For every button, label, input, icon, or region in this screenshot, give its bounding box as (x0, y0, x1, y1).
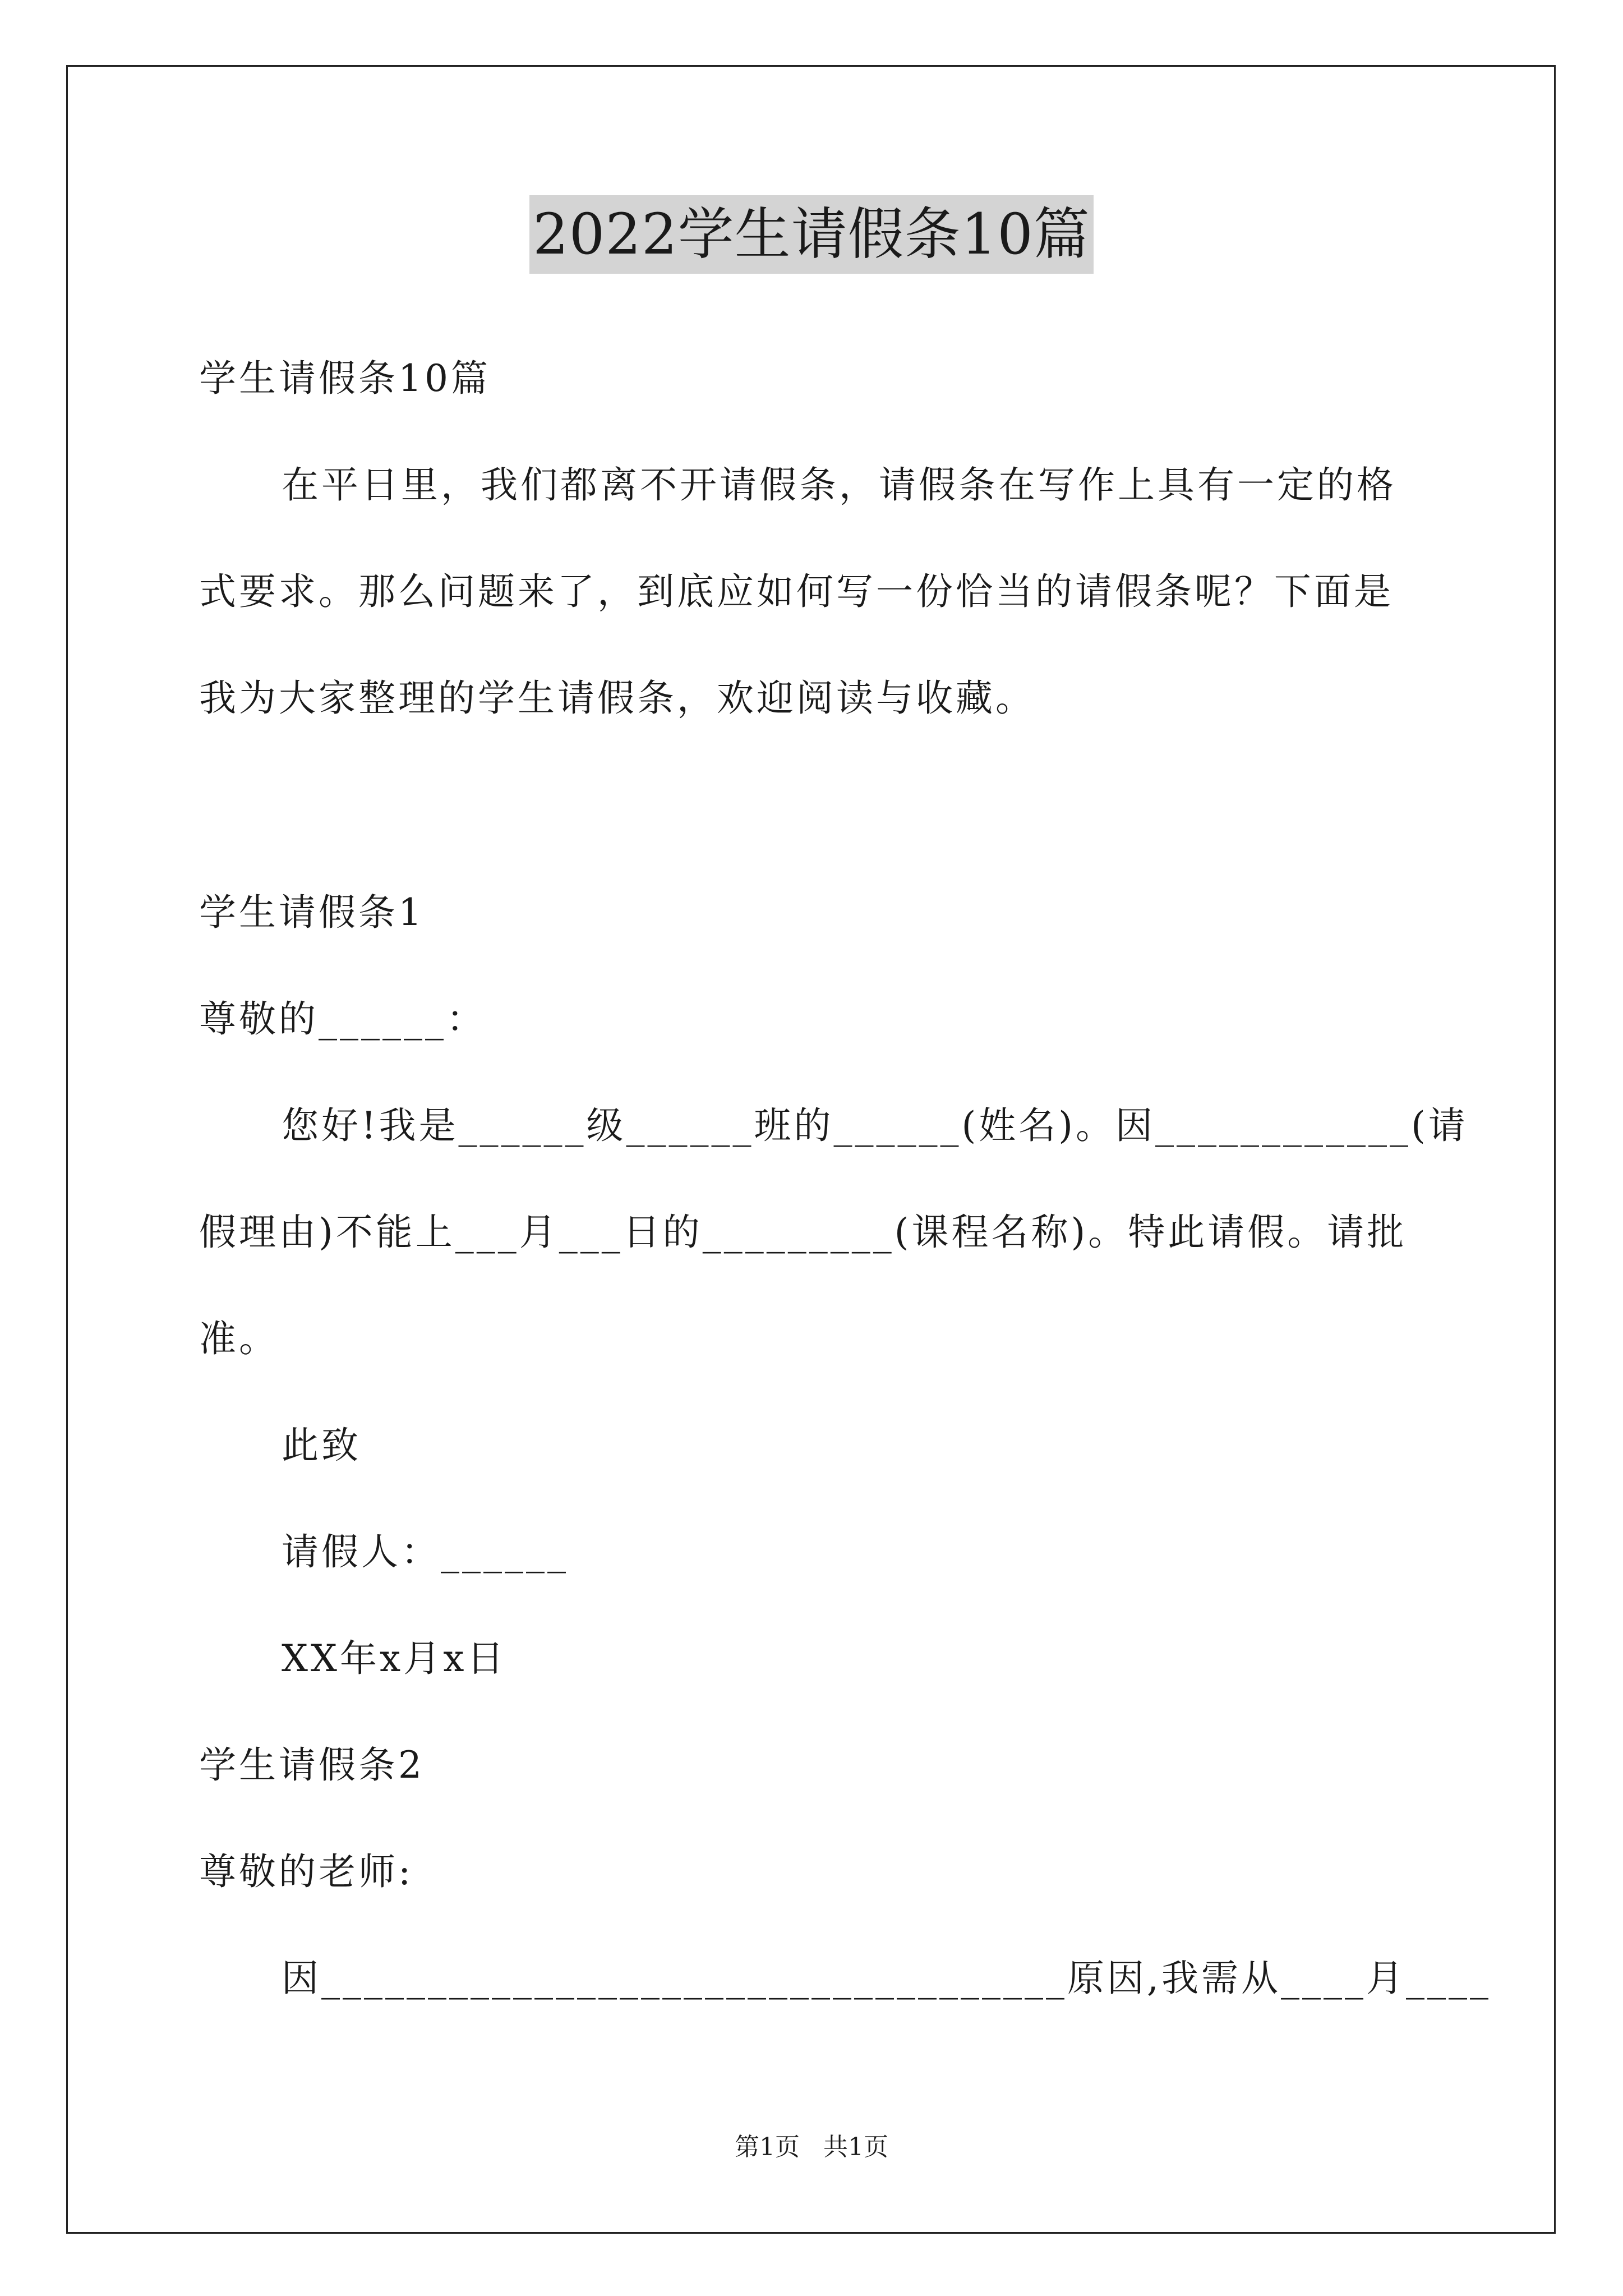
body-line-3: 准。 (199, 1317, 279, 1360)
body-line-1: 您好!我是______级______班的______(姓名)。因____________(请 (282, 1104, 1468, 1147)
intro-line-3: 我为大家整理的学生请假条，欢迎阅读与收藏。 (199, 677, 1035, 720)
salutation-2: 尊敬的老师: (199, 1850, 414, 1893)
intro-line-2: 式要求。那么问题来了，到底应如何写一份恰当的请假条呢？下面是 (199, 570, 1394, 613)
body-line-4: 因___________________________________原因,我需从____月____ (282, 1957, 1491, 2000)
closing-line: 此致 (282, 1424, 361, 1467)
document-title: 2022学生请假条10篇 (529, 195, 1094, 274)
body-line-2: 假理由)不能上___月___日的_________(课程名称)。特此请假。请批 (199, 1211, 1407, 1254)
section-heading-1: 学生请假条1 (199, 891, 425, 934)
intro-line-1: 在平日里，我们都离不开请假条，请假条在写作上具有一定的格 (282, 463, 1396, 507)
signature-line: 请假人：______ (282, 1530, 569, 1573)
section-heading-2: 学生请假条2 (199, 1743, 425, 1787)
subtitle-line: 学生请假条10篇 (199, 357, 491, 400)
title-container (0, 195, 1623, 274)
salutation-1: 尊敬的______： (199, 997, 486, 1041)
date-line: XX年x月x日 (282, 1637, 507, 1680)
page-footer: 第1页 共1页 (735, 2133, 888, 2161)
